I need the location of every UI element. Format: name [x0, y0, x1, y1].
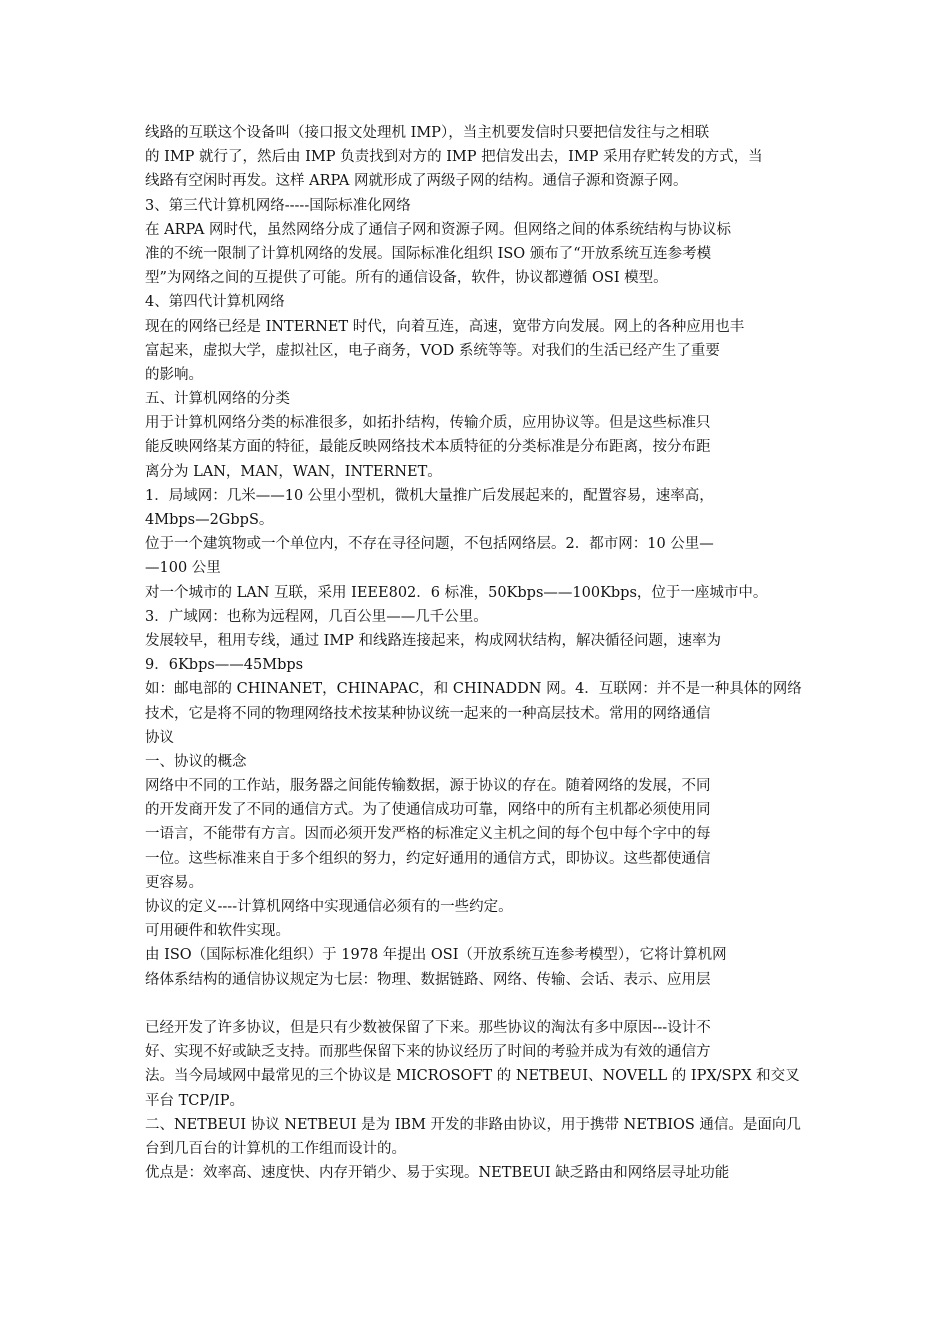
text-line: 准的不统一限制了计算机网络的发展。国际标准化组织 ISO 颁布了“开放系统互连参考模: [145, 245, 712, 262]
text-line: 线路的互联这个设备叫（接口报文处理机 IMP），当主机要发信时只要把信发往与之相联: [145, 125, 710, 141]
text-line: 更容易。: [145, 874, 203, 891]
text-line: 发展较早，租用专线，通过 IMP 和线路连接起来，构成网状结构，解决循径问题，速率为: [145, 632, 722, 649]
text-line: 的影响。: [145, 366, 203, 383]
text-line: 台到几百台的计算机的工作组而设计的。: [145, 1140, 406, 1157]
document-body: [145, 121, 813, 1185]
text-line: 9．6Kbps——45Mbps: [145, 657, 304, 674]
text-line: 平台 TCP/IP。: [145, 1092, 245, 1109]
text-line: 络体系结构的通信协议规定为七层：物理、数据链路、网络、传输、会话、表示、应用层: [145, 971, 711, 988]
text-line: 协议: [145, 729, 174, 746]
text-line: 技术，它是将不同的物理网络技术按某种协议统一起来的一种高层技术。常用的网络通信: [145, 705, 711, 722]
text-line: 型”为网络之间的互提供了可能。所有的通信设备，软件，协议都遵循 OSI 模型。: [145, 270, 668, 287]
text-line: 的 IMP 就行了，然后由 IMP 负责找到对方的 IMP 把信发出去，IMP 采用存贮转发的方式，当: [145, 149, 763, 166]
text-line: 法。当今局域网中最常见的三个协议是 MICROSOFT 的 NETBEUI、NOVELL 的 IPX/SPX 和交叉: [145, 1068, 800, 1085]
text-line: 用于计算机网络分类的标准很多，如拓扑结构，传输介质，应用协议等。但是这些标准只: [145, 415, 711, 432]
text-line: 4Mbps—2GbpS。: [145, 512, 274, 528]
text-line: 好、实现不好或缺乏支持。而那些保留下来的协议经历了时间的考验并成为有效的通信方: [145, 1044, 711, 1061]
text-line: 一语言，不能带有方言。因而必须开发严格的标准定义主机之间的每个包中每个字中的每: [145, 826, 711, 843]
blank-line: [145, 992, 813, 1016]
text-line: 3．广域网：也称为远程网，几百公里——几千公里。: [145, 608, 488, 625]
text-line: 能反映网络某方面的特征，最能反映网络技术本质特征的分类标准是分布距离，按分布距: [145, 439, 711, 456]
text-line: 五、计算机网络的分类: [145, 391, 290, 408]
text-line: 1．局域网：几米——10 公里小型机，微机大量推广后发展起来的，配置容易，速率高，: [145, 487, 714, 504]
text-line: 网络中不同的工作站，服务器之间能传输数据，源于协议的存在。随着网络的发展，不同: [145, 778, 711, 795]
text-line: 的开发商开发了不同的通信方式。为了使通信成功可靠，网络中的所有主机都必须使用同: [145, 802, 711, 819]
text-line: 在 ARPA 网时代，虽然网络分成了通信子网和资源子网。但网络之间的体系统结构与协议标: [145, 221, 732, 238]
text-line: 线路有空闲时再发。这样 ARPA 网就形成了两级子网的结构。通信子源和资源子网。: [145, 173, 688, 190]
text-line: 离分为 LAN，MAN，WAN，INTERNET。: [145, 463, 442, 480]
text-line: 现在的网络已经是 INTERNET 时代，向着互连，高速，宽带方向发展。网上的各种应用也丰: [145, 318, 745, 335]
text-line: 优点是：效率高、速度快、内存开销少、易于实现。NETBEUI 缺乏路由和网络层寻址功能: [145, 1165, 730, 1182]
text-line: 4、第四代计算机网络: [145, 294, 285, 311]
text-line: 位于一个建筑物或一个单位内，不存在寻径问题，不包括网络层。2．都市网：10 公里—: [145, 536, 714, 553]
text-line: 可用硬件和软件实现。: [145, 923, 290, 940]
text-line: 对一个城市的 LAN 互联，采用 IEEE802．6 标准，50Kbps——100Kbps，位于一座城市中。: [145, 584, 768, 601]
text-line: 3、第三代计算机网络-----国际标准化网络: [145, 197, 411, 214]
text-line: 由 ISO（国际标准化组织）于 1978 年提出 OSI（开放系统互连参考模型），它将计算机网: [145, 947, 727, 964]
text-line: 二、NETBEUI 协议 NETBEUI 是为 IBM 开发的非路由协议，用于携带 NETBIOS 通信。是面向几: [145, 1116, 801, 1133]
text-line: 协议的定义----计算机网络中实现通信必须有的一些约定。: [145, 899, 513, 915]
text-line: 如：邮电部的 CHINANET，CHINAPAC，和 CHINADDN 网。4．互联网：并不是一种具体的网络: [145, 681, 802, 698]
text-line: —100 公里: [145, 560, 221, 577]
text-line: 一、协议的概念: [145, 753, 247, 770]
text-line: 富起来，虚拟大学，虚拟社区，电子商务，VOD 系统等等。对我们的生活已经产生了重要: [145, 342, 720, 359]
text-line: 已经开发了许多协议，但是只有少数被保留了下来。那些协议的淘汰有多中原因---设计不: [145, 1019, 711, 1036]
text-line: 一位。这些标准来自于多个组织的努力，约定好通用的通信方式，即协议。这些都使通信: [145, 850, 711, 867]
